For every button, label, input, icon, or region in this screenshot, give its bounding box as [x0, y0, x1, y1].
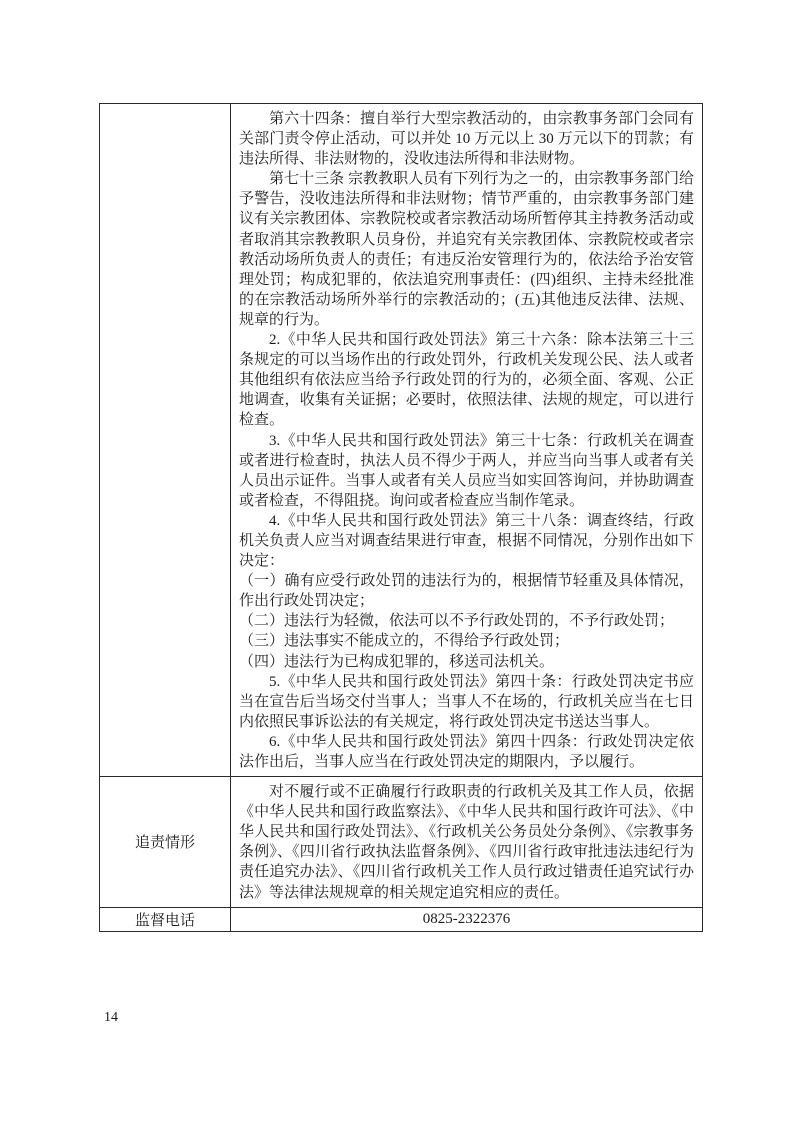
legal-paragraph-decision-item-3: （三）违法事实不能成立的，不得给予行政处罚； — [239, 633, 570, 650]
legal-paragraph-penalty-law-37: 3.《中华人民共和国行政处罚法》第三十七条：行政机关在调查或者进行检查时，执法人员不得少于两人，并应当向当事人或者有关人员出示证件。当事人或者有关人员应当如实回答询问，并协助调查或者检查，不得阻挠。询问或者检查应当制作笔录。 — [239, 432, 694, 509]
legal-paragraph-penalty-law-40: 5.《中华人民共和国行政处罚法》第四十条：行政处罚决定书应当在宣告后当场交付当事人；当事人不在场的，行政机关应当在七日内依照民事诉讼法的有关规定，将行政处罚决定书送达当事人。 — [239, 673, 694, 730]
legal-basis-content-cell — [231, 104, 703, 777]
legal-basis-label-cell-empty — [100, 104, 231, 777]
phone-value: 0825-2322376 — [231, 907, 703, 931]
accountability-label: 追责情形 — [100, 777, 231, 908]
legal-paragraph-decision-item-1: （一）确有应受行政处罚的违法行为的，根据情节轻重及具体情况，作出行政处罚决定； — [239, 573, 694, 610]
accountability-text: 对不履行或不正确履行行政职责的行政机关及其工作人员，依据《中华人民共和国行政监察法》、《中华人民共和国行政许可法》、《中华人民共和国行政处罚法》、《行政机关公务员处分条例》、《宗教事务条例》、《四川省行政执法监督条例》、《四川省行政审批违法违纪行为责任追究办法》、《四川省行政机关工作人员行政过错责任追究试行办法》等法律法规规章的相关规定追究相应的责任。 — [239, 784, 694, 901]
legal-paragraph-article-73: 第七十三条 宗教教职人员有下列行为之一的，由宗教事务部门给予警告，没收违法所得和非法财物；情节严重的，由宗教事务部门建议有关宗教团体、宗教院校或者宗教活动场所暂停其主持教务活动或者取消其宗教教职人员身份，并追究有关宗教团体、宗教院校或者宗教活动场所负责人的责任；有违反治安管理行为的，依法给予治安管理处罚；构成犯罪的，依法追究刑事责任：(四)组织、主持未经批准的在宗教活动场所外举行的宗教活动的；(五)其他违反法律、法规、规章的行为。 — [239, 171, 694, 328]
page-number: 14 — [104, 1010, 118, 1025]
accountability-row — [100, 777, 703, 908]
phone-label: 监督电话 — [100, 907, 231, 931]
accountability-content-cell — [231, 777, 703, 908]
legal-paragraph-decision-item-2: （二）违法行为轻微，依法可以不予行政处罚的，不予行政处罚； — [239, 613, 675, 630]
phone-row — [100, 907, 703, 931]
legal-paragraph-penalty-law-38: 4.《中华人民共和国行政处罚法》第三十八条：调查终结，行政机关负责人应当对调查结果进行审查，根据不同情况，分别作出如下决定： — [239, 512, 694, 570]
legal-paragraph-penalty-law-44: 6.《中华人民共和国行政处罚法》第四十四条：行政处罚决定依法作出后，当事人应当在行政处罚决定的期限内，予以履行。 — [239, 733, 694, 770]
legal-paragraph-decision-item-4: （四）违法行为已构成犯罪的，移送司法机关。 — [239, 653, 555, 670]
legal-basis-row — [100, 104, 703, 777]
legal-paragraph-penalty-law-36: 2.《中华人民共和国行政处罚法》第三十六条：除本法第三十三条规定的可以当场作出的行政处罚外，行政机关发现公民、法人或者其他组织有依法应当给予行政处罚的行为的，必须全面、客观、公正地调查，收集有关证据；必要时，依照法律、法规的规定，可以进行检查。 — [239, 332, 694, 429]
accountability-table — [99, 103, 703, 932]
legal-paragraph-article-64: 第六十四条：擅自举行大型宗教活动的，由宗教事务部门会同有关部门责令停止活动，可以并处 10 万元以上 30 万元以下的罚款；有违法所得、非法财物的，没收违法所得和非法财物。 — [239, 111, 694, 168]
